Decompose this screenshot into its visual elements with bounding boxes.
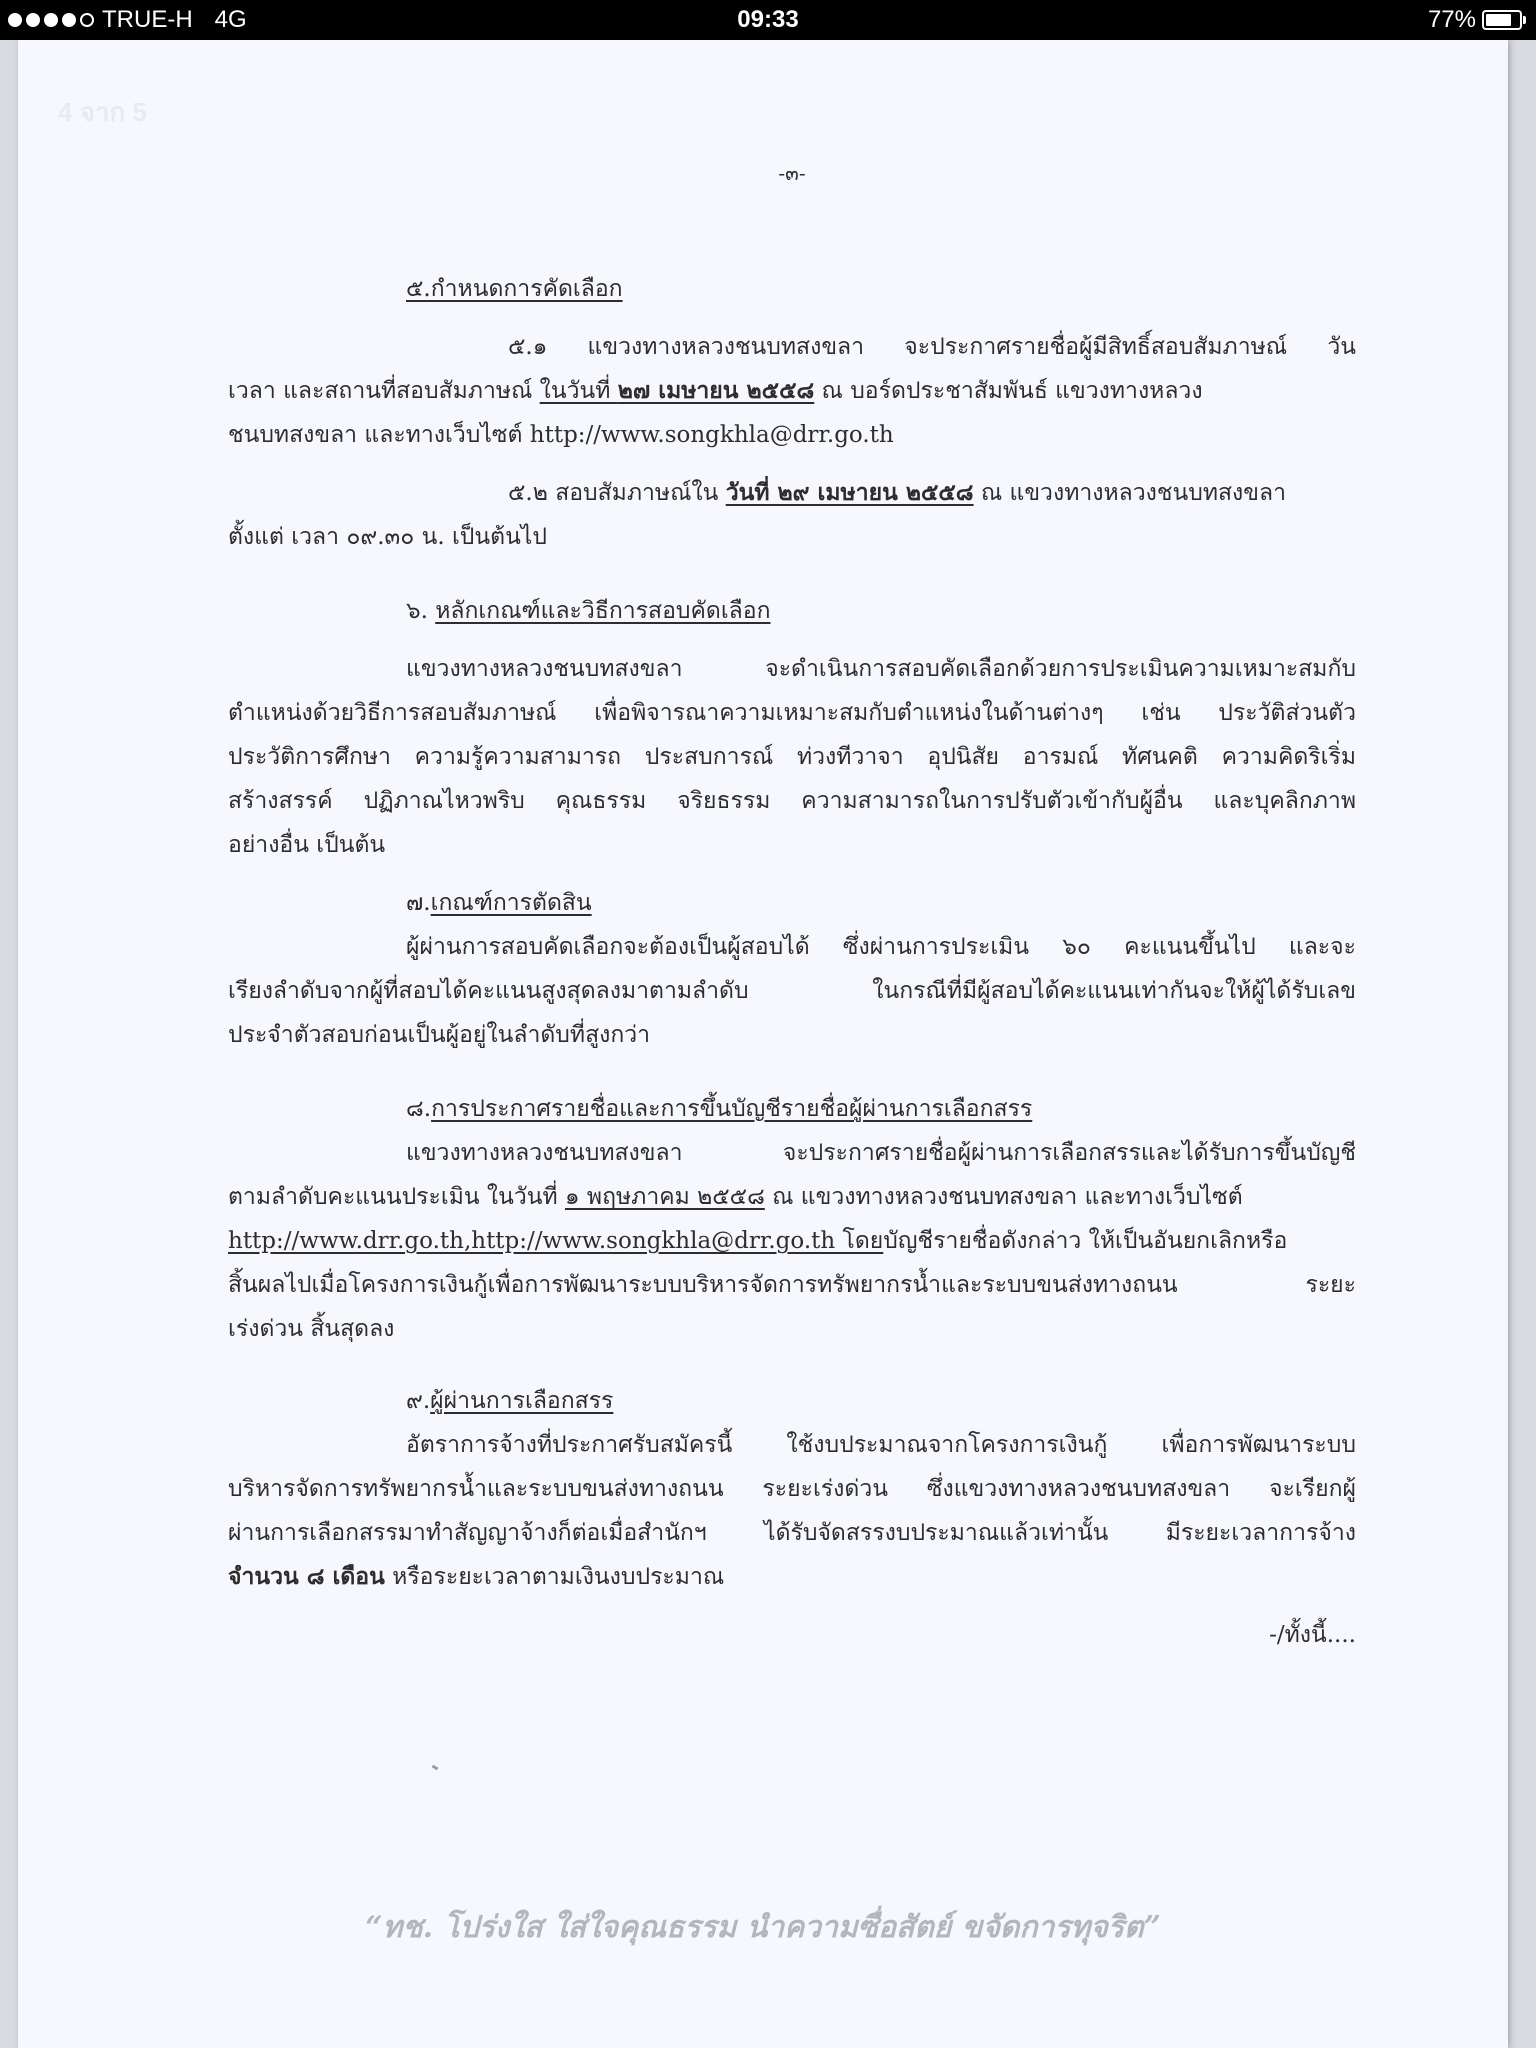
section-7-title: เกณฑ์การตัดสิน xyxy=(430,890,592,916)
s7-line-1: ผู้ผ่านการสอบคัดเลือกจะต้องเป็นผู้สอบได้ ซึ่งผ่านการประเมิน ๖๐ คะแนนขึ้นไป และจะ xyxy=(406,934,1356,960)
network-type: 4G xyxy=(214,6,247,33)
document-page[interactable] xyxy=(18,40,1508,2048)
s5-2-line-1 xyxy=(508,478,1356,508)
s8-line-3 xyxy=(228,1226,1356,1256)
section-9-heading xyxy=(406,1386,1356,1416)
s7-line-3: ประจำตัวสอบก่อนเป็นผู้อยู่ในลำดับที่สูงกว่า xyxy=(228,1022,651,1048)
s9-line-1: อัตราการจ้างที่ประกาศรับสมัครนี้ ใช้งบประมาณจากโครงการเงินกู้ เพื่อการพัฒนาระบบ xyxy=(406,1432,1356,1458)
section-8-heading xyxy=(406,1094,1356,1124)
s6-line-1: แขวงทางหลวงชนบทสงขลา จะดำเนินการสอบคัดเลือกด้วยการประเมินความเหมาะสมกับ xyxy=(406,656,1356,682)
section-5-heading: ๕.กำหนดการคัดเลือก xyxy=(406,276,623,302)
battery-icon xyxy=(1482,10,1526,30)
website-links[interactable]: http://www.drr.go.th,http://www.songkhla@drr.go.th โดย xyxy=(228,1228,884,1254)
s5-1-line-1: ๕.๑ แขวงทางหลวงชนบทสงขลา จะประกาศรายชื่อผู้มีสิทธิ์สอบสัมภาษณ์ วัน xyxy=(508,334,1356,360)
s5-1-line-2 xyxy=(228,376,1276,406)
status-right xyxy=(1428,6,1526,34)
section-7-number: ๗. xyxy=(406,890,431,916)
s8-line-1: แขวงทางหลวงชนบทสงขลา จะประกาศรายชื่อผู้ผ่านการเลือกสรรและได้รับการขึ้นบัญชี xyxy=(406,1140,1356,1166)
text: ณ แขวงทางหลวงชนบทสงขลา xyxy=(973,480,1287,506)
status-bar xyxy=(0,0,1536,40)
text: ตามลำดับคะแนนประเมิน ในวันที่ xyxy=(228,1184,565,1210)
text: ณ บอร์ดประชาสัมพันธ์ แขวงทางหลวง xyxy=(814,378,1203,404)
text: เวลา และสถานที่สอบสัมภาษณ์ xyxy=(228,378,540,404)
s6-line-5: อย่างอื่น เป็นต้น xyxy=(228,832,386,858)
section-8-title: การประกาศรายชื่อและการขึ้นบัญชีรายชื่อผู้ผ่านการเลือกสรร xyxy=(431,1096,1033,1122)
s5-1-line-3: ชนบทสงขลา และทางเว็บไซต์ http://www.songkhla@drr.go.th xyxy=(228,422,894,448)
s8-line-5: เร่งด่วน สิ้นสุดลง xyxy=(228,1316,395,1342)
s9-line-2: บริหารจัดการทรัพยากรน้ำและระบบขนส่งทางถนน ระยะเร่งด่วน ซึ่งแขวงทางหลวงชนบทสงขลา จะเรียกผู้ xyxy=(228,1476,1356,1502)
interview-date: วันที่ ๒๙ เมษายน ๒๕๕๘ xyxy=(725,479,974,506)
section-9-title: ผู้ผ่านการเลือกสรร xyxy=(430,1388,614,1414)
date-prefix: ในวันที่ xyxy=(539,378,618,404)
page-number: -๓- xyxy=(778,161,806,185)
section-9-number: ๙. xyxy=(406,1388,431,1414)
scan-speck xyxy=(432,1765,439,1771)
battery-fill xyxy=(1486,14,1511,26)
s9-line-3: ผ่านการเลือกสรรมาทำสัญญาจ้างก็ต่อเมื่อสำนักฯ ได้รับจัดสรรงบประมาณแล้วเท่านั้น มีระยะเวลาการจ้าง xyxy=(228,1520,1356,1546)
carrier-name: TRUE-H xyxy=(102,6,193,33)
s8-line-4: สิ้นผลไปเมื่อโครงการเงินกู้เพื่อการพัฒนาระบบบริหารจัดการทรัพยากรน้ำและระบบขนส่งทางถนน ระยะ xyxy=(228,1272,1356,1298)
section-6-heading xyxy=(406,596,1356,626)
interview-list-date: ๒๗ เมษายน ๒๕๕๘ xyxy=(617,377,815,404)
battery-percent: 77% xyxy=(1427,6,1476,33)
page-counter: 4 จาก 5 xyxy=(58,97,147,127)
section-6-number: ๖. xyxy=(406,598,436,624)
s7-line-2: เรียงลำดับจากผู้ที่สอบได้คะแนนสูงสุดลงมาตามลำดับ ในกรณีที่มีผู้สอบได้คะแนนเท่ากันจะให้ผู้ได้รับเลข xyxy=(228,978,1356,1004)
text: ณ แขวงทางหลวงชนบทสงขลา และทางเว็บไซต์ xyxy=(764,1184,1243,1210)
contract-duration: จำนวน ๘ เดือน xyxy=(228,1563,385,1590)
s6-line-3: ประวัติการศึกษา ความรู้ความสามารถ ประสบการณ์ ท่วงทีวาจา อุปนิสัย อารมณ์ ทัศนคติ ความคิดริเริ่ม xyxy=(228,744,1356,770)
text: บัญชีรายชื่อดังกล่าว ให้เป็นอันยกเลิกหรือ xyxy=(883,1228,1288,1254)
s8-line-2 xyxy=(228,1182,1356,1212)
s6-line-2: ตำแหน่งด้วยวิธีการสอบสัมภาษณ์ เพื่อพิจารณาความเหมาะสมกับตำแหน่งในด้านต่างๆ เช่น ประวัติส่วนตัว xyxy=(228,700,1356,726)
clock: 09:33 xyxy=(737,6,799,33)
footer-motto: “ทช. โปร่งใส ใส่ใจคุณธรรม นำความซื่อสัตย์ ขจัดการทุจริต” xyxy=(365,1910,1161,1945)
text: ๕.๒ สอบสัมภาษณ์ใน xyxy=(508,480,726,506)
s9-line-4 xyxy=(228,1562,1356,1592)
text: หรือระยะเวลาตามเงินงบประมาณ xyxy=(384,1564,725,1590)
document-viewer[interactable] xyxy=(0,40,1536,2048)
s5-2-line-2: ตั้งแต่ เวลา ๐๙.๓๐ น. เป็นต้นไป xyxy=(228,524,547,550)
continuation-marker: -/ทั้งนี้.... xyxy=(1269,1622,1356,1648)
section-7-heading xyxy=(406,888,1356,918)
results-date: ๑ พฤษภาคม ๒๕๕๘ xyxy=(565,1184,765,1210)
section-6-title: หลักเกณฑ์และวิธีการสอบคัดเลือก xyxy=(435,598,771,624)
section-8-number: ๘. xyxy=(406,1096,432,1122)
s6-line-4: สร้างสรรค์ ปฏิภาณไหวพริบ คุณธรรม จริยธรรม ความสามารถในการปรับตัวเข้ากับผู้อื่น และบุคลิกภาพ xyxy=(228,788,1356,814)
